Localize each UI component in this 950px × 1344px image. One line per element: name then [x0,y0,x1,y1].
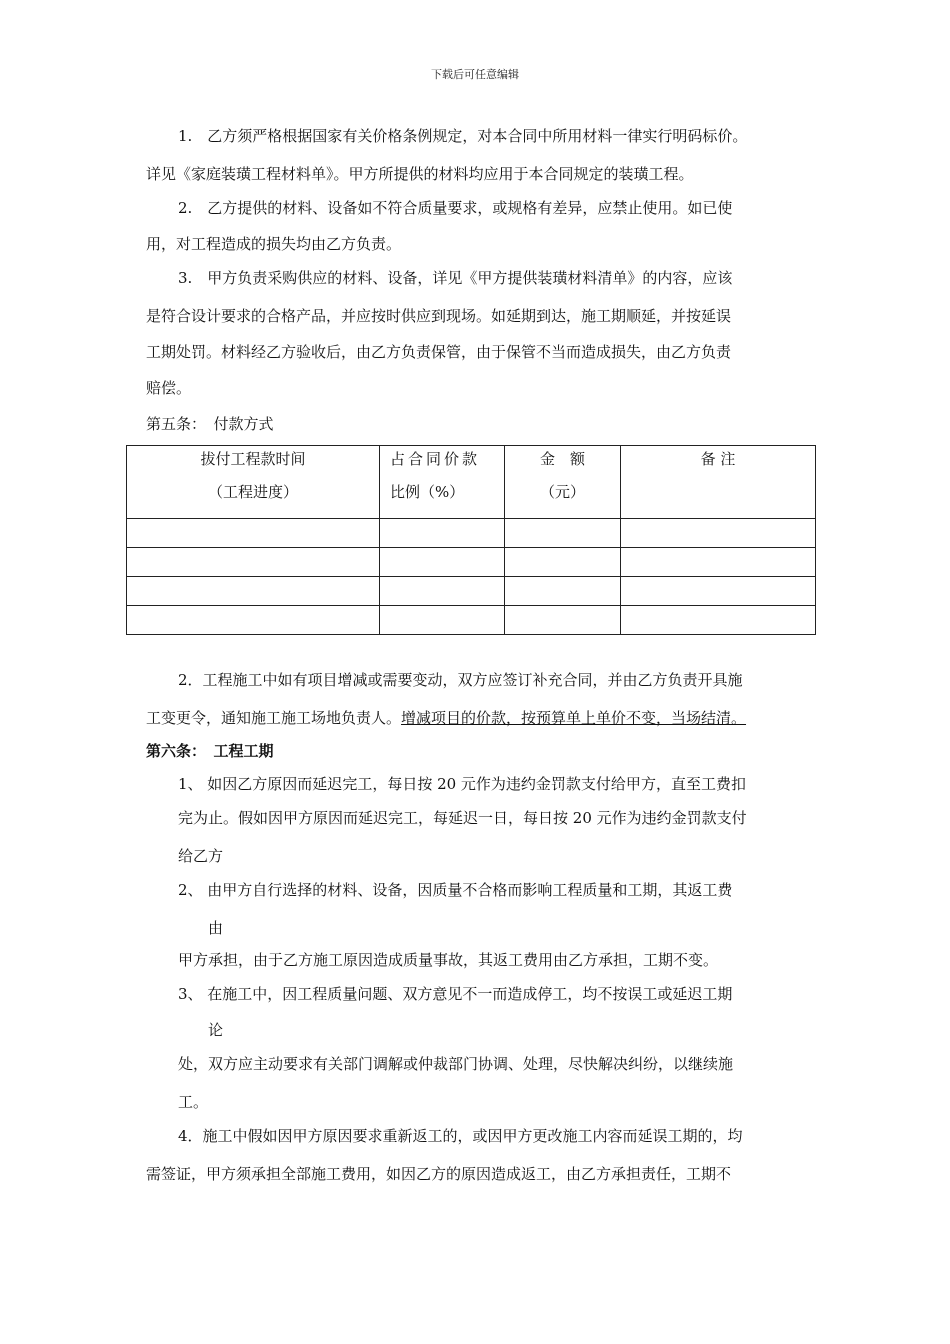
clause4-item3-line4: 赔偿。 [146,379,192,397]
payment-table [126,445,816,635]
clause6-item1-line1: 1、 如因乙方原因而延迟完工，每日按 20 元作为违约金罚款支付给甲方，直至工费扣 [178,775,746,793]
clause6-item1-line3: 给乙方 [178,847,224,865]
clause4-item1-line1: 1. 乙方须严格根据国家有关价格条例规定，对本合同中所用材料一律实行明码标价。 [178,127,748,145]
clause5-item2-line2 [146,708,746,728]
page-header-note: 下载后可任意编辑 [431,68,519,81]
clause4-item2-line2: 用，对工程造成的损失均由乙方负责。 [146,235,402,253]
table-row [127,548,816,577]
header-ratio-label: 占合同价款 [390,450,481,468]
clause5-title: 第五条： 付款方式 [146,415,274,433]
clause4-item3-line3: 工期处罚。材料经乙方验收后，由乙方负责保管，由于保管不当而造成损失，由乙方负责 [146,343,732,361]
clause4-item1-line2: 详见《家庭装璜工程材料单》。甲方所提供的材料均应用于本合同规定的装璜工程。 [146,165,694,183]
clause4-item3-line1: 3. 甲方负责采购供应的材料、设备，详见《甲方提供装璜材料清单》的内容，应该 [178,269,733,287]
table-row [127,577,816,606]
table-row [127,606,816,635]
header-remark-label: 备 注 [700,450,736,468]
clause6-item2-line1: 2、 由甲方自行选择的材料、设备，因质量不合格而影响工程质量和工期，其返工费 [178,881,733,899]
header-amount-label: 金 额 [539,450,585,468]
clause6-item4-line2: 需签证，甲方须承担全部施工费用，如因乙方的原因造成返工，由乙方承担责任，工期不 [146,1165,732,1183]
clause5-item2-text: 工变更令，通知施工施工场地负责人。 [146,709,402,727]
clause6-item3-line4: 工。 [178,1093,209,1111]
payment-table-header-row [127,446,816,519]
clause6-item2-line2: 由 [208,919,224,937]
header-cell-amount [505,446,621,519]
header-cell-ratio [380,446,505,519]
clause6-item1-line2: 完为止。假如因甲方原因而延迟完工，每延迟一日，每日按 20 元作为违约金罚款支付 [178,809,747,827]
header-time-label: 拔付工程款时间 [200,450,306,468]
clause4-item2-line1: 2. 乙方提供的材料、设备如不符合质量要求，或规格有差异，应禁止使用。如已使 [178,199,733,217]
clause6-item4-line1: 4．施工中假如因甲方原因要求重新返工的，或因甲方更改施工内容而延误工期的，均 [178,1127,743,1145]
clause6-item2-line3: 甲方承担，由于乙方施工原因造成质量事故，其返工费用由乙方承担，工期不变。 [178,951,719,969]
clause6-item3-line1: 3、 在施工中，因工程质量问题、双方意见不一而造成停工，均不按误工或延迟工期 [178,985,733,1003]
header-ratio-unit: 比例（%） [390,483,465,501]
header-cell-time [127,446,380,519]
clause5-item2-underlined: 增减项目的价款，按预算单上单价不变，当场结清。 [401,709,747,727]
clause6-item3-line2: 论 [208,1021,224,1039]
table-row [127,519,816,548]
header-progress-label: （工程进度） [207,483,298,501]
clause6-item3-line3: 处，双方应主动要求有关部门调解或仲裁部门协调、处理，尽快解决纠纷，以继续施 [178,1055,734,1073]
clause4-item3-line2: 是符合设计要求的合格产品，并应按时供应到现场。如延期到达，施工期顺延，并按延误 [146,307,732,325]
header-cell-remark [621,446,816,519]
clause5-item2-line1: 2．工程施工中如有项目增减或需要变动，双方应签订补充合同，并由乙方负责开具施 [178,671,743,689]
clause6-title: 第六条： 工程工期 [146,742,274,760]
header-amount-unit: （元） [539,483,585,501]
